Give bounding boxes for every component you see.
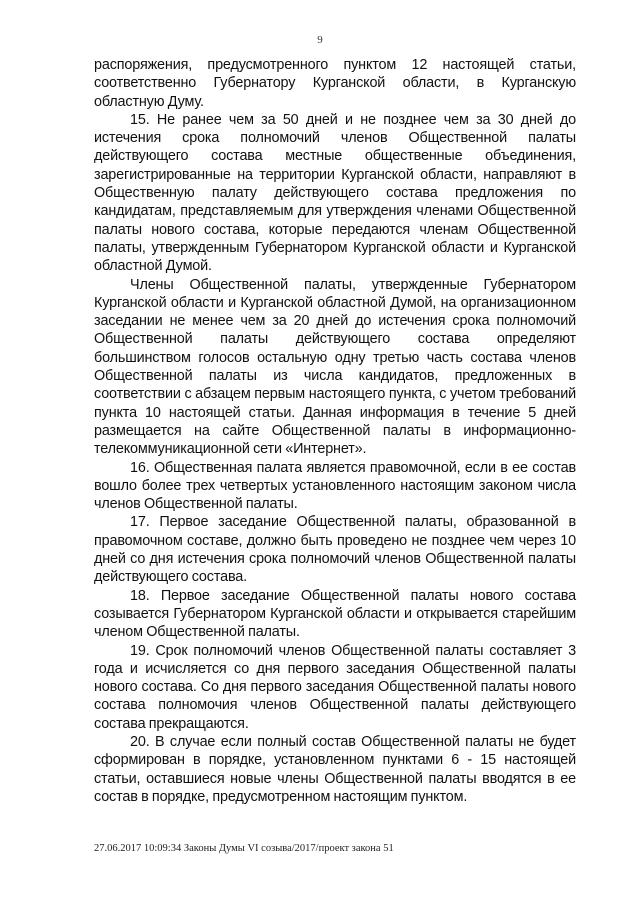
document-body xyxy=(94,56,576,806)
paragraph-item-16: 16. Общественная палата является правомочной, если в ее состав вошло более трех четвертых установленного настоящим законом числа членов Общественной палаты. xyxy=(94,459,576,513)
page-number: 9 xyxy=(317,34,323,46)
paragraph-item-20: 20. В случае если полный состав Общественной палаты не будет сформирован в порядке, установленном пунктами 6 - 15 настоящей статьи, оставшиеся новые члены Общественной палаты вводятся в ее состав в порядке, предусмотренном настоящим пунктом. xyxy=(94,733,576,805)
paragraph-continuation: распоряжения, предусмотренного пунктом 12 настоящей статьи, соответственно Губернатору Курганской области, в Курганскую областную Думу. xyxy=(94,57,576,110)
paragraph-item-17: 17. Первое заседание Общественной палаты, образованной в правомочном составе, должно быть проведено не позднее чем через 10 дней со дня истечения срока полномочий членов Общественной палаты действующего состава. xyxy=(94,514,576,586)
document-footer: 27.06.2017 10:09:34 Законы Думы VI созыва/2017/проект закона 51 xyxy=(94,843,394,854)
paragraph-item-18: 18. Первое заседание Общественной палаты нового состава созывается Губернатором Курганской области и открывается старейшим членом Общественной палаты. xyxy=(94,587,576,641)
paragraph-item-15: 15. Не ранее чем за 50 дней и не позднее чем за 30 дней до истечения срока полномочий членов Общественной палаты действующего состава местные общественные объединения, зарегистрированные на территории Курганской области, направляют в Общественную палату действующего состава предложения по кандидатам, представляемым для утверждения членами Общественной палаты нового состава, которые передаются членам Общественной палаты, утвержденным Губернатором Курганской области и Курганской областной Думой. xyxy=(94,111,576,275)
paragraph-item-19: 19. Срок полномочий членов Общественной палаты составляет 3 года и исчисляется со дня первого заседания Общественной палаты нового состава. Со дня первого заседания Общественной палаты нового состава полномочия членов Общественной палаты действующего состава прекращаются. xyxy=(94,642,576,732)
paragraph-item-15-part-2: Члены Общественной палаты, утвержденные Губернатором Курганской области и Курганской областной Думой, на организационном заседании не менее чем за 20 дней до истечения срока полномочий Общественной палаты действующего состава определяют большинством голосов остальную одну третью часть состава членов Общественной палаты из числа кандидатов, предложенных в соответствии с абзацем первым настоящего пункта, с учетом требований пункта 10 настоящей статьи. Данная информация в течение 5 дней размещается на сайте Общественной палаты в информационно-телекоммуникационной сети «Интернет». xyxy=(94,276,576,458)
